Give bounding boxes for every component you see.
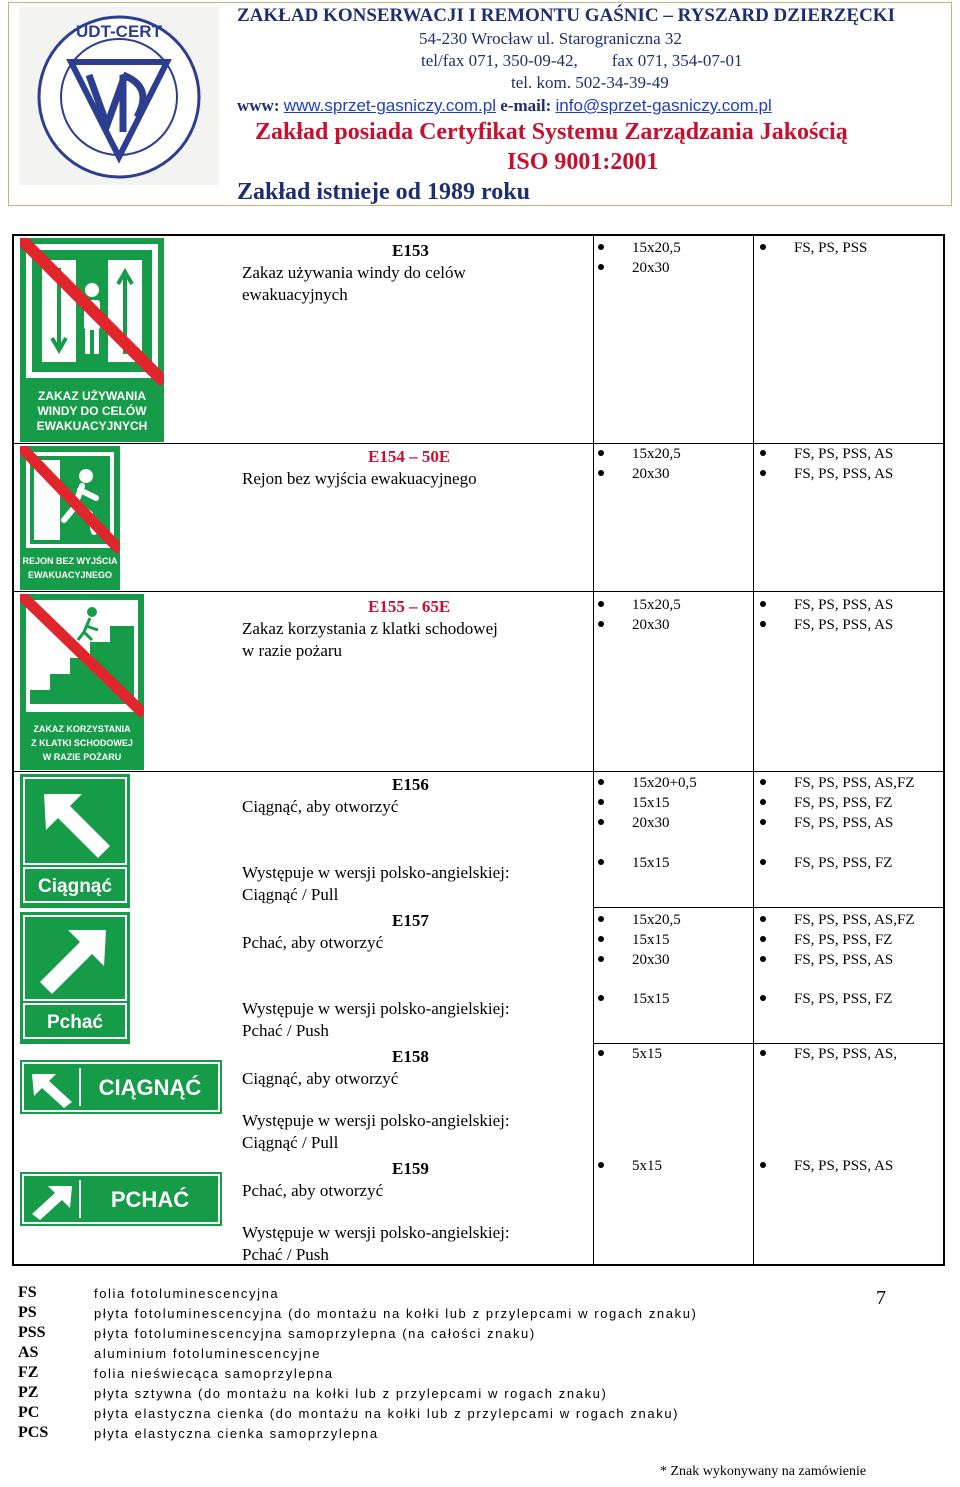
row-description bbox=[242, 910, 592, 954]
contact-line bbox=[237, 96, 772, 116]
variant-description bbox=[242, 862, 592, 906]
row-description bbox=[242, 774, 592, 818]
variant-description bbox=[242, 998, 592, 1042]
company-phones: tel/fax 071, 350-09-42, fax 071, 354-07-01 bbox=[421, 51, 743, 70]
sign-e158 bbox=[20, 1060, 222, 1114]
size-item: 15x20,5 bbox=[598, 595, 681, 615]
sign-e153 bbox=[20, 238, 164, 442]
column-divider bbox=[593, 236, 594, 1264]
sign-text-line: REJON BEZ WYJŚCIA bbox=[22, 556, 118, 566]
size-item: 20x30 bbox=[598, 258, 670, 278]
company-name: ZAKŁAD KONSERWACJI I REMONTU GAŚNIC – RYSZARD DZIERZĘCKI bbox=[237, 5, 895, 26]
udt-cert-logo bbox=[19, 7, 219, 185]
row-description bbox=[242, 240, 582, 306]
product-code: E154 – 50E bbox=[368, 447, 451, 466]
size-item: 15x15 bbox=[598, 930, 670, 950]
size-item: 20x30 bbox=[598, 813, 670, 833]
column-divider bbox=[753, 236, 754, 1264]
size-item: 15x20,5 bbox=[598, 910, 681, 930]
row-divider bbox=[14, 591, 943, 592]
sign-text-line: CIĄGNĄĆ bbox=[98, 1075, 202, 1100]
size-item: 5x15 bbox=[598, 1044, 662, 1064]
material-item: FS, PS, PSS, AS bbox=[760, 615, 893, 635]
size-item: 15x20,5 bbox=[598, 444, 681, 464]
description-line: Pchać, aby otworzyć bbox=[242, 1181, 384, 1200]
description-line: w razie pożaru bbox=[242, 641, 343, 660]
row-description bbox=[242, 1046, 592, 1090]
material-item: FS, PS, PSS, AS bbox=[760, 595, 893, 615]
sign-text-line: Ciągnąć bbox=[38, 876, 112, 897]
material-item: FS, PS, PSS, FZ bbox=[760, 853, 892, 873]
material-item: FS, PS, PSS, AS,FZ bbox=[760, 910, 915, 930]
material-item: FS, PS, PSS, AS bbox=[760, 1156, 893, 1176]
variant-line: Występuje w wersji polsko-angielskiej: bbox=[242, 999, 510, 1018]
description-line: Rejon bez wyjścia ewakuacyjnego bbox=[242, 469, 477, 488]
sign-e155 bbox=[20, 594, 144, 770]
logo-text: UDT-CERT bbox=[76, 22, 162, 41]
description-line: Pchać, aby otworzyć bbox=[242, 933, 384, 952]
size-item: 5x15 bbox=[598, 1156, 662, 1176]
variant-line: Występuje w wersji polsko-angielskiej: bbox=[242, 863, 510, 882]
since-line: Zakład istnieje od 1989 roku bbox=[237, 179, 530, 205]
variant-line: Ciągnąć / Pull bbox=[242, 1133, 339, 1152]
material-item: FS, PS, PSS, FZ bbox=[760, 930, 892, 950]
page-number: 7 bbox=[876, 1287, 886, 1309]
size-item: 15x15 bbox=[598, 853, 670, 873]
product-code: E153 bbox=[392, 241, 429, 260]
row-divider bbox=[593, 907, 943, 908]
footnote: * Znak wykonywany na zamówienie bbox=[660, 1464, 867, 1479]
variant-line: Pchać / Push bbox=[242, 1245, 329, 1264]
product-code: E159 bbox=[392, 1159, 429, 1178]
variant-line: Występuje w wersji polsko-angielskiej: bbox=[242, 1111, 510, 1130]
sign-e154 bbox=[20, 446, 120, 590]
product-code: E157 bbox=[392, 911, 429, 930]
sign-e156 bbox=[20, 774, 130, 908]
email-label: e-mail: bbox=[500, 96, 552, 115]
sign-e159 bbox=[20, 1172, 222, 1226]
sign-text-line: WINDY DO CELÓW bbox=[37, 404, 147, 418]
iso-line: ISO 9001:2001 bbox=[507, 149, 659, 175]
certificate-line: Zakład posiada Certyfikat Systemu Zarządzania Jakością bbox=[255, 119, 848, 145]
letterhead bbox=[8, 2, 952, 206]
description-line: Ciągnąć, aby otworzyć bbox=[242, 1069, 399, 1088]
sign-text-line: ZAKAZ KORZYSTANIA bbox=[33, 724, 131, 734]
size-item: 15x15 bbox=[598, 989, 670, 1009]
sign-text-line: W RAZIE POŻARU bbox=[42, 752, 122, 762]
description-line: ewakuacyjnych bbox=[242, 285, 348, 304]
material-item: FS, PS, PSS, FZ bbox=[760, 989, 892, 1009]
product-table bbox=[12, 234, 945, 1266]
product-code: E158 bbox=[392, 1047, 429, 1066]
variant-line: Pchać / Push bbox=[242, 1021, 329, 1040]
sign-text-line: EWAKUACYJNYCH bbox=[36, 419, 148, 433]
sign-e157 bbox=[20, 912, 130, 1044]
www-link[interactable]: www.sprzet-gasniczy.com.pl bbox=[283, 96, 496, 115]
company-address: 54-230 Wrocław ul. Starograniczna 32 bbox=[419, 29, 682, 48]
variant-line: Ciągnąć / Pull bbox=[242, 885, 339, 904]
row-description bbox=[242, 596, 592, 662]
description-line: Ciągnąć, aby otworzyć bbox=[242, 797, 399, 816]
row-description bbox=[242, 1158, 592, 1202]
material-item: FS, PS, PSS, AS bbox=[760, 813, 893, 833]
row-divider bbox=[14, 771, 943, 772]
size-item: 20x30 bbox=[598, 464, 670, 484]
material-item: FS, PS, PSS, AS,FZ bbox=[760, 773, 915, 793]
www-label: www: bbox=[237, 96, 280, 115]
size-item: 15x15 bbox=[598, 793, 670, 813]
material-item: FS, PS, PSS, AS bbox=[760, 950, 893, 970]
variant-description bbox=[242, 1110, 592, 1154]
sign-text-line: Pchać bbox=[47, 1012, 103, 1033]
description-line: Zakaz korzystania z klatki schodowej bbox=[242, 619, 498, 638]
description-line: Zakaz używania windy do celów bbox=[242, 263, 466, 282]
material-item: FS, PS, PSS, AS bbox=[760, 464, 893, 484]
sign-text-line: EWAKUACYJNEGO bbox=[27, 570, 113, 580]
size-item: 20x30 bbox=[598, 950, 670, 970]
sign-text-line: Z KLATKI SCHODOWEJ bbox=[31, 738, 133, 748]
material-item: FS, PS, PSS, AS, bbox=[760, 1044, 897, 1064]
variant-description bbox=[242, 1222, 592, 1266]
material-item: FS, PS, PSS, AS bbox=[760, 444, 893, 464]
email-link[interactable]: info@sprzet-gasniczy.com.pl bbox=[555, 96, 772, 115]
product-code: E155 – 65E bbox=[368, 597, 451, 616]
company-mobile: tel. kom. 502-34-39-49 bbox=[511, 73, 669, 92]
material-item: FS, PS, PSS, FZ bbox=[760, 793, 892, 813]
variant-line: Występuje w wersji polsko-angielskiej: bbox=[242, 1223, 510, 1242]
row-description bbox=[242, 446, 592, 490]
size-item: 20x30 bbox=[598, 615, 670, 635]
sign-text-line: PCHAĆ bbox=[110, 1187, 190, 1212]
material-item: FS, PS, PSS bbox=[760, 238, 867, 258]
product-code: E156 bbox=[392, 775, 429, 794]
sign-text-line: ZAKAZ UŻYWANIA bbox=[38, 389, 146, 403]
size-item: 15x20,5 bbox=[598, 238, 681, 258]
size-item: 15x20+0,5 bbox=[598, 773, 697, 793]
